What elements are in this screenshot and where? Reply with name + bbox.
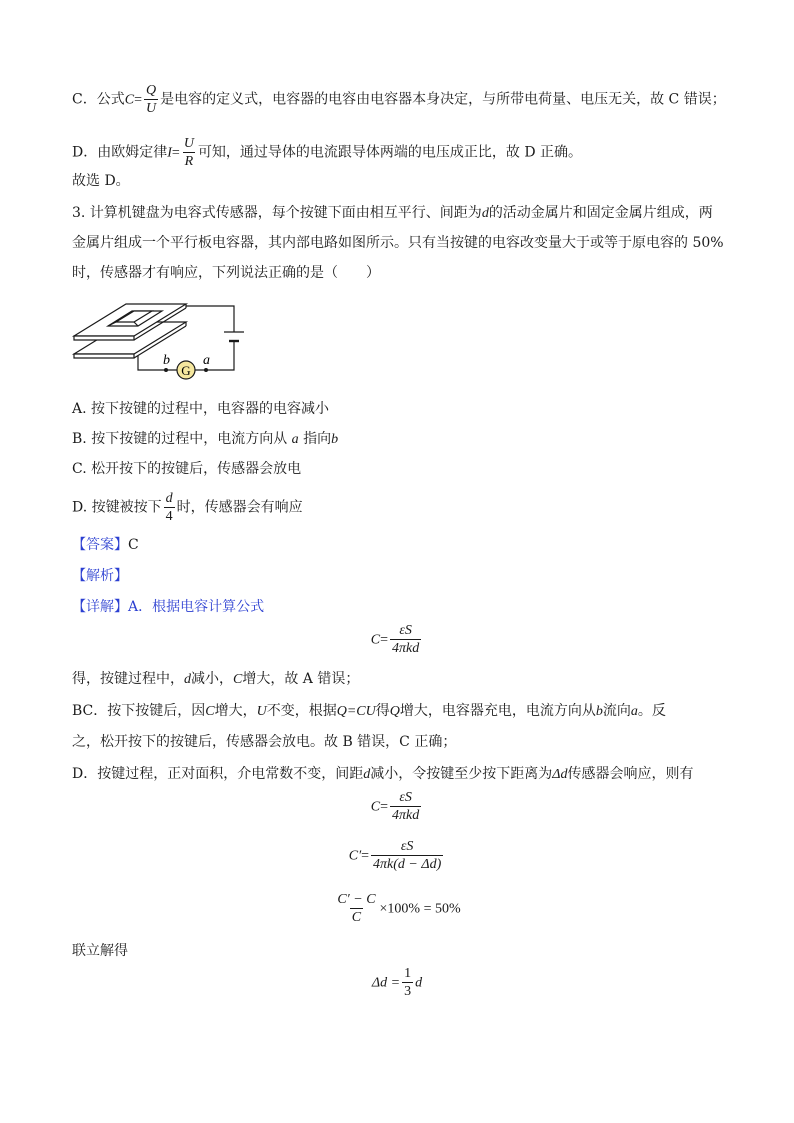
- detail-line-6: 联立解得: [72, 943, 128, 959]
- formula-capacitance-1: C= $\frac{\varepsilon S}{\text{4πkd}}$: [370, 623, 420, 656]
- question-3-line-2: 金属片组成一个平行板电容器，其内部电路如图所示。只有当按键的电容改变量大于或等于原电容的 50%: [72, 235, 724, 251]
- detail-line-3: BC．按下按键后，因C增大，U不变，根据Q=CU得Q增大，电容器充电，电流方向从b流向a。反: [72, 703, 666, 719]
- fraction-one-third: $\frac{1}{3}$: [404, 966, 412, 999]
- detail-line-5: D．按键过程，正对面积，介电常数不变，间距d减小，令按键至少按下距离为Δd传感器会响应，则有: [72, 766, 694, 782]
- point-b-label: b: [163, 353, 170, 368]
- analysis-heading: 【解析】: [72, 568, 128, 584]
- option-b: B. 按下按键的过程中，电流方向从 a 指向b: [72, 431, 339, 447]
- fraction-q-over-u: $\frac{Q}{U}$: [145, 83, 157, 116]
- option-a: A. 按下按键的过程中，电容器的电容减小: [72, 401, 330, 417]
- detail-line-4: 之，松开按下的按键后，传感器会放电。故 B 错误，C 正确；: [72, 734, 457, 750]
- point-a-dot: [204, 368, 208, 372]
- movable-plate-edge: [74, 336, 134, 340]
- galvanometer-label: G: [181, 363, 191, 378]
- question-3-line-1: 3. 计算机键盘为电容式传感器，每个按键下面由相互平行、间距为d的活动金属片和固定金属片组成，两: [72, 205, 713, 221]
- option-c-explanation: C．公式C= $\frac{Q}{U}$ 是电容的定义式，电容器的电容由电容器本身决定，与所带电荷量、电压无关，故 C 错误；: [72, 83, 726, 116]
- point-a-label: a: [203, 353, 210, 368]
- question-3-line-3: 时，传感器才有响应，下列说法正确的是（ ）: [72, 265, 380, 281]
- answer-line: 【答案】C: [72, 537, 139, 553]
- capacitor-keyboard-diagram: [66, 292, 256, 387]
- formula-capacitance-pressed: C′= $\frac{\varepsilon S}{4\pi k(d - \Delta d)}$: [348, 839, 442, 872]
- option-d: D. 按键被按下 $\frac{d}{4}$ 时，传感器会有响应: [72, 491, 303, 524]
- option-c: C. 松开按下的按键后，传感器会放电: [72, 461, 302, 477]
- top-wire: [186, 306, 234, 332]
- selection-line: 故选 D。: [72, 173, 130, 189]
- fraction-d-over-4: $\frac{d}{4}$: [165, 491, 173, 524]
- fixed-plate-edge: [74, 354, 134, 358]
- detail-line-1: 【详解】A．根据电容计算公式: [72, 599, 265, 615]
- fraction-u-over-r: $\frac{U}{R}$: [183, 136, 194, 169]
- formula-capacitance-2: C= $\frac{\varepsilon S}{\text{4πkd}}$: [370, 790, 420, 823]
- left-wire: [138, 356, 177, 370]
- option-d-explanation: D．由欧姆定律I= $\frac{U}{R}$ 可知，通过导体的电流跟导体两端的电压成正比，故 D 正确。: [72, 136, 583, 169]
- point-b-dot: [164, 368, 168, 372]
- fraction-es-over-4pik-d-minus-dd: $\frac{\varepsilon S}{4\pi k(d - \Delta d)}$: [373, 839, 442, 872]
- fraction-es-over-4pikd: $\frac{\varepsilon S}{\text{4πkd}}$: [392, 623, 420, 656]
- formula-ratio: $\frac{C' - C}{C}$ ×100% = 50%: [337, 892, 461, 925]
- fraction-es-over-4pikd-2: $\frac{\varepsilon S}{\text{4πkd}}$: [392, 790, 420, 823]
- right-wire: [195, 341, 234, 370]
- detail-line-2: 得，按键过程中，d减小，C增大，故 A 错误；: [72, 671, 360, 687]
- fraction-cp-minus-c-over-c: $\frac{C' - C}{C}$: [337, 892, 376, 925]
- plates: [74, 304, 186, 358]
- formula-result: Δd = $\frac{1}{3}$ d: [371, 966, 423, 999]
